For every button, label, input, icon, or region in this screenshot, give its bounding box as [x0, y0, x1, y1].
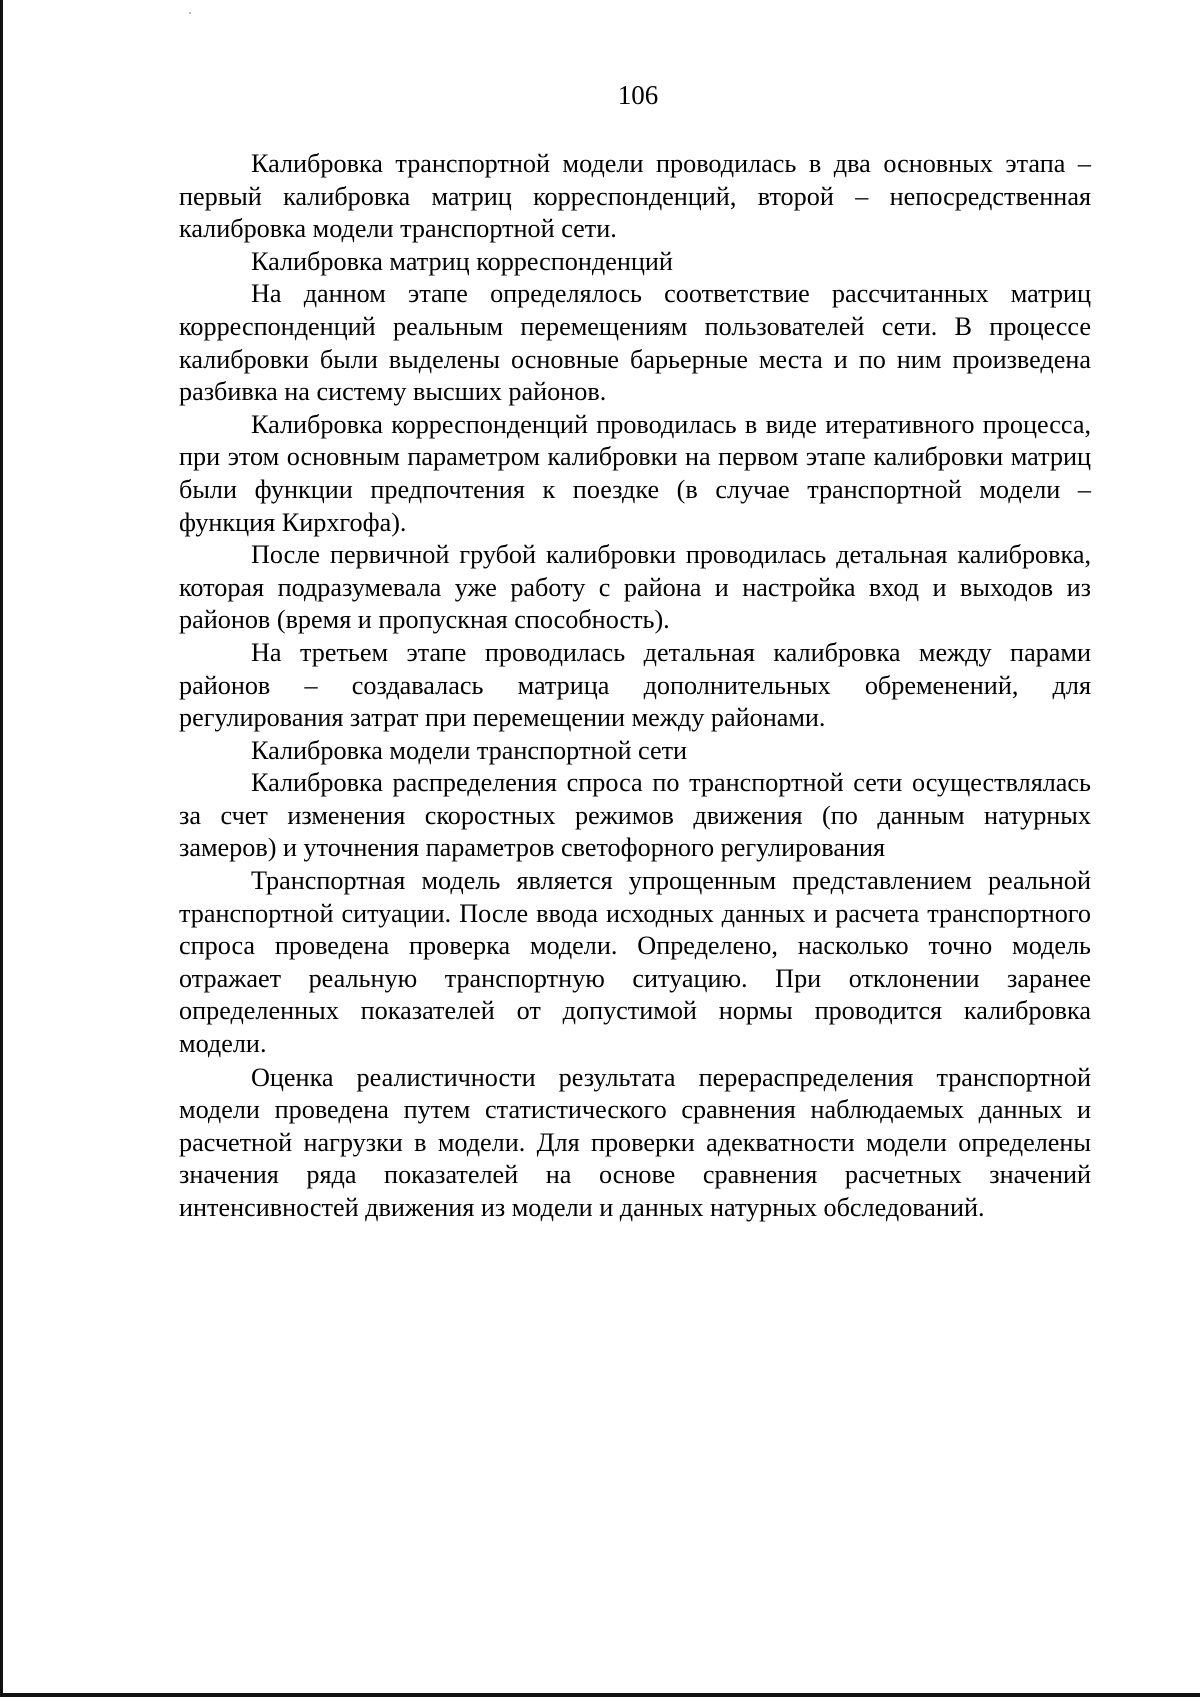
paragraph-detailed-calibration: После первичной грубой калибровки проводилась детальная калибровка, которая подразумевала уже работу с района и настройка вход и выходов из районов (время и пропускная способность). [179, 540, 1091, 635]
subheading-network-calibration: Калибровка модели транспортной сети [251, 735, 688, 765]
document-body [179, 148, 1091, 1225]
paragraph-iterative-process: Калибровка корреспонденций проводилась в виде итеративного процесса, при этом основным параметром калибровки на первом этапе калибровки матриц были функции предпочтения к поездке (в случае транспортной модели – функция Кирхгофа). [179, 409, 1091, 537]
paragraph-third-stage: На третьем этапе проводилась детальная калибровка между парами районов – создавалась матрица дополнительных обременений, для регулирования затрат при перемещении между районами. [179, 637, 1091, 733]
paragraph-realism-assessment: Оценка реалистичности результата перераспределения транспортной модели проведена путем статистического сравнения наблюдаемых данных и расчетной нагрузки в модели. Для проверки адекватности модели определены значения ряда показателей на основе сравнения расчетных значений интенсивностей движения из модели и данных натурных обследований. [179, 1062, 1091, 1222]
paragraph-matrix-stage: На данном этапе определялось соответствие рассчитанных матриц корреспонденций реальным перемещениям пользователей сети. В процессе калибровки были выделены основные барьерные места и по ним произведена разбивка на систему высших районов. [179, 279, 1091, 407]
subheading-matrix-calibration: Калибровка матриц корреспонденций [251, 246, 673, 276]
paragraph-demand-distribution: Калибровка распределения спроса по транспортной сети осуществлялась за счет изменения скоростных режимов движения (по данным натурных замеров) и уточнения параметров светофорного регулирования [179, 768, 1091, 863]
scan-artifact [189, 12, 191, 14]
paragraph-calibration-intro: Калибровка транспортной модели проводилась в два основных этапа – первый калибровка матриц корреспонденций, второй – непосредственная калибровка модели транспортной сети. [179, 149, 1091, 244]
paragraph-model-representation: Транспортная модель является упрощенным представлением реальной транспортной ситуации. После ввода исходных данных и расчета транспортного спроса проведена проверка модели. Определено, насколько точно модель отражает реальную транспортную ситуацию. При отклонении заранее определенных показателей от допустимой нормы проводится калибровка модели. [179, 866, 1091, 1059]
page-number: 106 [617, 80, 659, 110]
